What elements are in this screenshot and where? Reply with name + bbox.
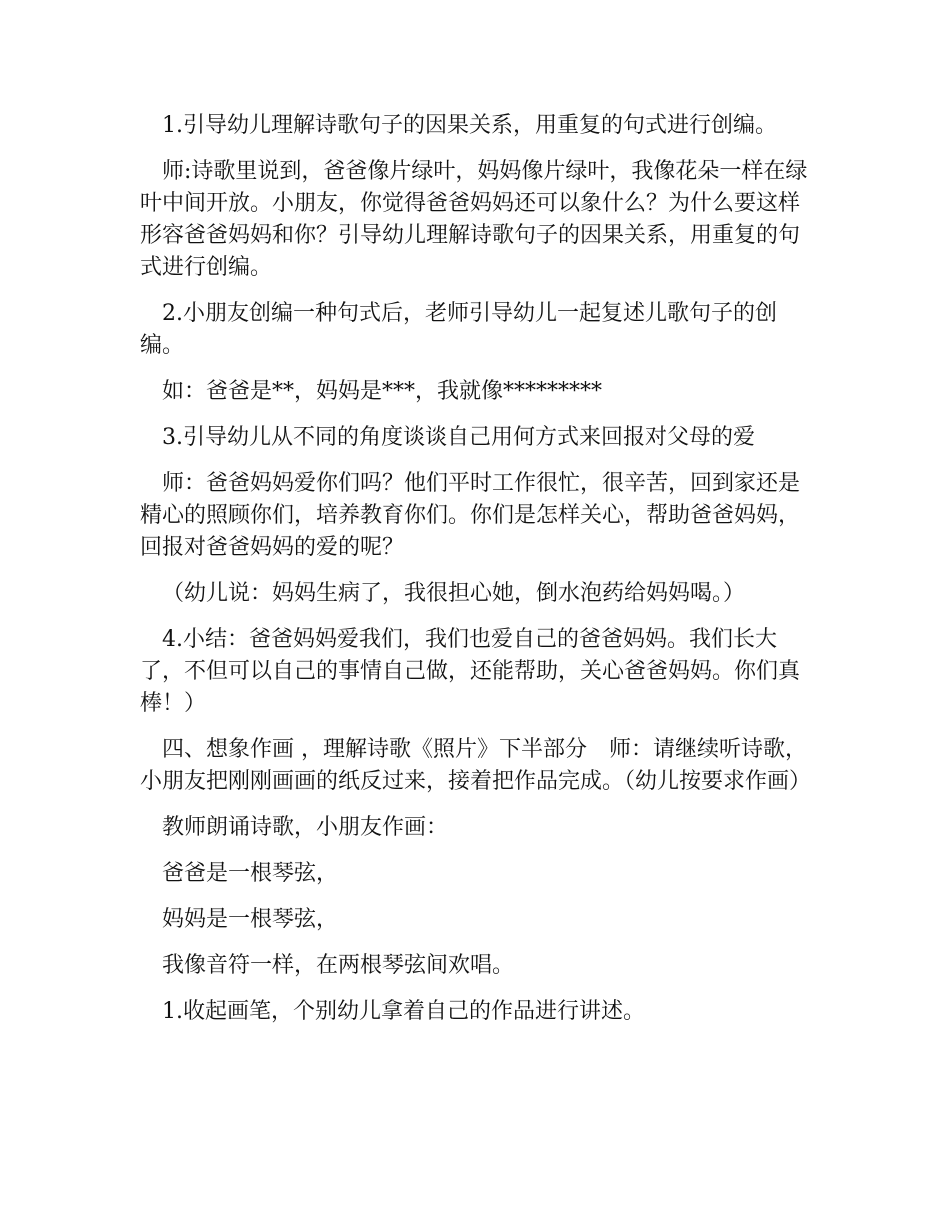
paragraph-10: 教师朗诵诗歌，小朋友作画：	[162, 815, 449, 840]
paragraph-8: 4.小结：爸爸妈妈爱我们，我们也爱自己的爸爸妈妈。我们长大了，不但可以自己的事情自己做，还能帮助，关心爸爸妈妈。你们真棒！）	[140, 627, 801, 716]
paragraph-5: 3.引导幼儿从不同的角度谈谈自己用何方式来回报对父母的爱	[162, 425, 755, 450]
paragraph-4: 如：爸爸是**，妈妈是***，我就像*********	[162, 379, 603, 404]
paragraph-3: 2.小朋友创编一种句式后，老师引导幼儿一起复述儿歌句子的创编。	[140, 301, 777, 358]
document-body	[140, 110, 812, 1042]
paragraph-6: 师：爸爸妈妈爱你们吗？他们平时工作很忙，很辛苦，回到家还是精心的照顾你们，培养教育你们。你们是怎样关心，帮助爸爸妈妈，回报对爸爸妈妈的爱的呢？	[140, 471, 801, 560]
paragraph-13: 我像音符一样，在两根琴弦间欢唱。	[162, 953, 515, 978]
paragraph-7: （幼儿说：妈妈生病了，我很担心她，倒水泡药给妈妈喝。）	[162, 581, 746, 606]
paragraph-14: 1.收起画笔，个别幼儿拿着自己的作品进行讲述。	[162, 999, 645, 1024]
paragraph-12: 妈妈是一根琴弦，	[162, 907, 339, 932]
paragraph-11: 爸爸是一根琴弦，	[162, 861, 339, 886]
paragraph-2: 师:诗歌里说到，爸爸像片绿叶，妈妈像片绿叶，我像花朵一样在绿叶中间开放。小朋友，你觉得爸爸妈妈还可以象什么？为什么要这样形容爸爸妈妈和你？引导幼儿理解诗歌句子的因果关系，用重复的句式进行创编。	[140, 159, 808, 280]
paragraph-1: 1.引导幼儿理解诗歌句子的因果关系，用重复的句式进行创编。	[162, 113, 777, 138]
paragraph-9: 四、想象作画 ，理解诗歌《照片》下半部分 师：请继续听诗歌，小朋友把刚刚画画的纸反过来，接着把作品完成。（幼儿按要求作画）	[140, 737, 812, 794]
